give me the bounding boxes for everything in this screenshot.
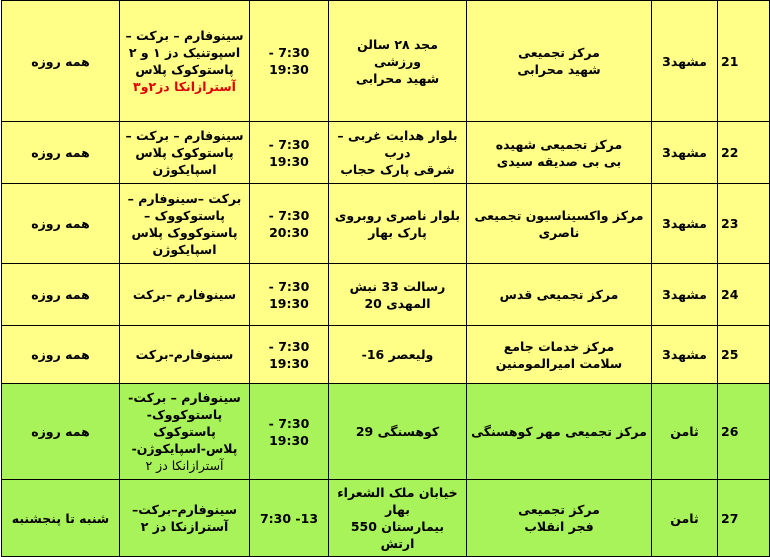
address-cell: ولیعصر 16- <box>329 326 467 384</box>
row-number: 25 <box>718 326 770 384</box>
table-row <box>2 264 770 326</box>
hours-cell: - 7:30 19:30 <box>250 384 329 480</box>
address-cell: کوهسنگی 29 <box>329 384 467 480</box>
days-cell: همه روزه <box>2 264 120 326</box>
center-name-cell: مرکز تجمیعی شهیده بی بی صدیقه سیدی <box>467 122 652 184</box>
city-cell: مشهد3 <box>652 184 718 264</box>
hours-cell: 7:30 -13 <box>250 480 329 557</box>
table-row <box>2 480 770 557</box>
row-number: 21 <box>718 1 770 122</box>
table-row <box>2 1 770 122</box>
address-cell: بلوار هدایت غربی – درب شرقی پارک حجاب <box>329 122 467 184</box>
center-name-cell: مرکز تجمیعی شهید محرابی <box>467 1 652 122</box>
row-number: 24 <box>718 264 770 326</box>
days-cell: همه روزه <box>2 122 120 184</box>
hours-cell: - 7:30 20:30 <box>250 184 329 264</box>
table-row <box>2 326 770 384</box>
vaccine-types-cell: سینوفارم –برکت <box>120 264 250 326</box>
vaccine-types-cell: سینوفارم – برکت – پاستوکوک پلاس اسپایکوژن <box>120 122 250 184</box>
hours-cell: - 7:30 19:30 <box>250 122 329 184</box>
center-name-cell: مرکز خدمات جامع سلامت امیرالمومنین <box>467 326 652 384</box>
center-name-cell: مرکز واکسیناسیون تجمیعی ناصری <box>467 184 652 264</box>
city-cell: مشهد3 <box>652 122 718 184</box>
center-name-cell: مرکز تجمیعی فجر انقلاب <box>467 480 652 557</box>
hours-cell: - 7:30 19:30 <box>250 1 329 122</box>
table-row <box>2 384 770 480</box>
address-cell: رسالت 33 نبش المهدی 20 <box>329 264 467 326</box>
vaccine-types-cell: سینوفارم-برکت <box>120 326 250 384</box>
vaccine-types-cell: سینوفارم–برکت– آسترازنکا دز ۲ <box>120 480 250 557</box>
city-cell: ثامن <box>652 384 718 480</box>
city-cell: مشهد3 <box>652 326 718 384</box>
days-cell: همه روزه <box>2 1 120 122</box>
vaccination-schedule-table <box>1 0 770 557</box>
days-cell: شنبه تا پنجشنبه <box>2 480 120 557</box>
city-cell: مشهد3 <box>652 1 718 122</box>
days-cell: همه روزه <box>2 184 120 264</box>
days-cell: همه روزه <box>2 384 120 480</box>
city-cell: مشهد3 <box>652 264 718 326</box>
city-cell: ثامن <box>652 480 718 557</box>
days-cell: همه روزه <box>2 326 120 384</box>
vaccine-highlight: آسترازانکا دز۲و۳ <box>133 79 236 94</box>
center-name-cell: مرکز تجمیعی مهر کوهسنگی <box>467 384 652 480</box>
row-number: 27 <box>718 480 770 557</box>
row-number: 22 <box>718 122 770 184</box>
vaccine-types-cell: سینوفارم – برکت- پاستوکووک-پاستوکوک پلاس-اسپایکوژن- آسترازانکا دز ۲ <box>120 384 250 480</box>
vaccine-types-cell: سینوفارم – برکت – اسپوتنیک دز ۱ و ۲ پاستوکوک پلاس آسترازانکا دز۲و۳ <box>120 1 250 122</box>
address-cell: مجد ۲۸ سالن ورزشی شهید محرابی <box>329 1 467 122</box>
table-row <box>2 122 770 184</box>
address-cell: خیابان ملک الشعراء بهار بیمارستان 550 ارتش <box>329 480 467 557</box>
center-name-cell: مرکز تجمیعی قدس <box>467 264 652 326</box>
table-row <box>2 184 770 264</box>
row-number: 23 <box>718 184 770 264</box>
vaccine-types-cell: برکت –سینوفارم – پاستوکووک – پاستوکووک پلاس اسپایکوژن <box>120 184 250 264</box>
address-cell: بلوار ناصری روبروی پارک بهار <box>329 184 467 264</box>
hours-cell: - 7:30 19:30 <box>250 326 329 384</box>
hours-cell: - 7:30 19:30 <box>250 264 329 326</box>
row-number: 26 <box>718 384 770 480</box>
